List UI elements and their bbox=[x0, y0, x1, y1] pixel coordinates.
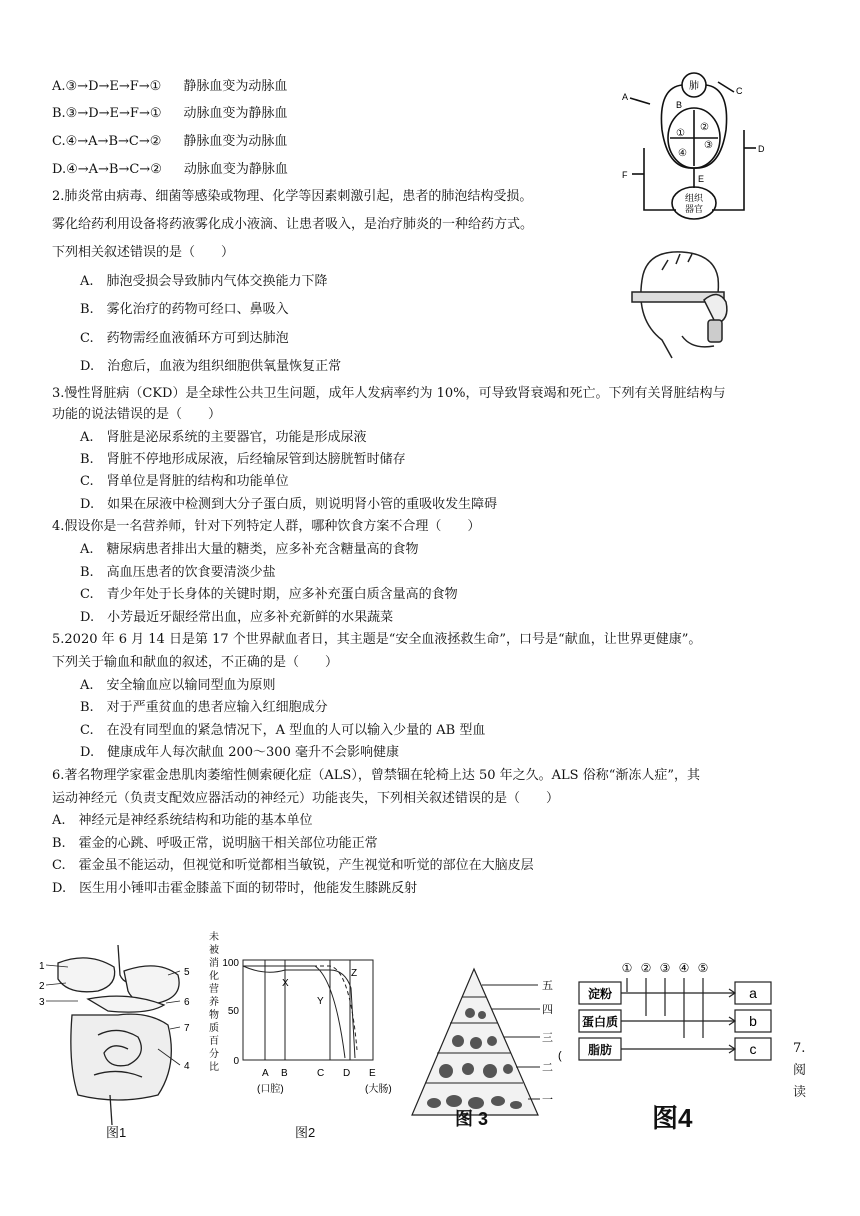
level-1: 一 bbox=[542, 1094, 553, 1106]
q3-option-d: D. 如果在尿液中检测到大分子蛋白质，则说明肾小管的重吸收发生障碍 bbox=[80, 497, 498, 512]
figure-1-caption: 图1 bbox=[106, 1125, 127, 1140]
ytick-0: 0 bbox=[233, 1056, 239, 1067]
q3-stem-1: 3.慢性肾脏病（CKD）是全球性公共卫生问题，成年人发病率约为 10%，可导致肾衰竭和死亡。下列有关肾脏结构与 bbox=[52, 386, 726, 401]
q4-option-c: C. 青少年处于长身体的关键时期，应多补充蛋白质含量高的食物 bbox=[80, 587, 458, 602]
q2-option-d: D. 治愈后，血液为组织细胞供氧量恢复正常 bbox=[80, 359, 342, 374]
q1-option-d: D.④→A→B→C→② 动脉血变为静脉血 bbox=[52, 162, 288, 177]
q5-option-c: C. 在没有同型血的紧急情况下，A 型血的人可以输入少量的 AB 型血 bbox=[80, 723, 486, 738]
y-axis-label-char: 比 bbox=[209, 1062, 219, 1073]
svg-text:E: E bbox=[698, 174, 705, 184]
svg-text:组织: 组织 bbox=[684, 193, 704, 203]
q6-option-d: D. 医生用小锤叩击霍金膝盖下面的韧带时，他能发生膝跳反射 bbox=[52, 881, 418, 896]
nebulizer-illustration bbox=[622, 240, 742, 360]
number-2: ② bbox=[640, 961, 652, 975]
series-x-curve bbox=[243, 966, 358, 1058]
svg-text:④: ④ bbox=[678, 148, 687, 159]
y-axis-label-char: 未 bbox=[209, 932, 219, 943]
y-axis-label bbox=[209, 930, 219, 1073]
q4-option-b: B. 高血压患者的饮食要清淡少盐 bbox=[80, 565, 276, 580]
svg-text:B: B bbox=[676, 100, 683, 110]
ytick-100: 100 bbox=[222, 958, 239, 969]
q2-option-b: B. 雾化治疗的药物可经口、鼻吸入 bbox=[80, 302, 289, 317]
q4-option-a: A. 糖尿病患者排出大量的糖类，应多补充含糖量高的食物 bbox=[80, 542, 419, 557]
y-axis-label-char: 营 bbox=[209, 984, 219, 995]
xtick-d: D bbox=[343, 1068, 351, 1079]
q2-stem-3: 下列相关叙述错误的是（ ） bbox=[52, 245, 235, 260]
figure-3-food-pyramid bbox=[410, 965, 575, 1130]
q2-stem-2: 雾化给药利用设备将药液雾化成小液滴、让患者吸入，是治疗肺炎的一种给药方式。 bbox=[52, 217, 534, 232]
level-3: 三 bbox=[542, 1032, 553, 1044]
output-b: b bbox=[749, 1013, 757, 1029]
q5-stem-2: 下列关于输血和献血的叙述，不正确的是（ ） bbox=[52, 655, 339, 670]
q2-option-a: A. 肺泡受损会导致肺内气体交换能力下降 bbox=[80, 274, 328, 289]
output-c: c bbox=[749, 1041, 757, 1057]
xtick-c: C bbox=[317, 1068, 325, 1079]
svg-text:③: ③ bbox=[704, 140, 713, 151]
xtick-e: E bbox=[369, 1068, 376, 1079]
level-4: 四 bbox=[542, 1004, 553, 1016]
svg-text:4: 4 bbox=[184, 1061, 190, 1072]
circulation-diagram bbox=[618, 70, 768, 220]
q3-option-c: C. 肾单位是肾脏的结构和功能单位 bbox=[80, 474, 289, 489]
bracket-fragment: ( bbox=[558, 1050, 562, 1062]
svg-text:①: ① bbox=[676, 128, 685, 139]
svg-text:7: 7 bbox=[184, 1023, 190, 1034]
series-z-curve bbox=[243, 966, 357, 1050]
svg-text:②: ② bbox=[700, 122, 709, 133]
q3-option-a: A. 肾脏是泌尿系统的主要器官，功能是形成尿液 bbox=[80, 430, 367, 445]
svg-text:器官: 器官 bbox=[684, 204, 704, 214]
svg-text:6: 6 bbox=[184, 997, 190, 1008]
y-axis-label-char: 分 bbox=[209, 1049, 219, 1060]
y-axis-label-char: 化 bbox=[209, 971, 219, 982]
svg-text:F: F bbox=[622, 170, 628, 180]
q2-stem-1: 2.肺炎常由病毒、细菌等感染或物理、化学等因素刺激引起，患者的肺泡结构受损。 bbox=[52, 189, 533, 204]
q3-stem-2: 功能的说法错误的是（ ） bbox=[52, 407, 222, 422]
y-axis-label-char: 质 bbox=[209, 1023, 219, 1034]
xtick-a: A bbox=[262, 1068, 269, 1079]
y-axis-label-char: 百 bbox=[209, 1036, 219, 1047]
svg-text:肺: 肺 bbox=[689, 81, 699, 92]
q5-option-d: D. 健康成年人每次献血 200～300 毫升不会影响健康 bbox=[80, 745, 399, 760]
level-2: 二 bbox=[542, 1062, 553, 1074]
figure-2-digestion-chart bbox=[205, 930, 410, 1130]
q5-option-b: B. 对于严重贫血的患者应输入红细胞成分 bbox=[80, 700, 328, 715]
q7-number: 7. bbox=[793, 1041, 806, 1056]
xnote-large-intestine: (大肠) bbox=[365, 1084, 392, 1095]
q1-option-b: B.③→D→E→F→① 动脉血变为静脉血 bbox=[52, 106, 288, 121]
number-4: ④ bbox=[678, 961, 690, 975]
y-axis-label-char: 消 bbox=[209, 958, 219, 969]
figure-2-caption: 图2 bbox=[295, 1125, 316, 1140]
svg-text:2: 2 bbox=[39, 981, 45, 992]
output-a: a bbox=[749, 985, 757, 1001]
q1-option-c: C.④→A→B→C→② 静脉血变为动脉血 bbox=[52, 134, 288, 149]
number-3: ③ bbox=[659, 961, 671, 975]
figure-4-digestion-flow bbox=[575, 958, 775, 1098]
q1-option-a: A.③→D→E→F→① 静脉血变为动脉血 bbox=[52, 79, 288, 94]
q4-stem: 4.假设你是一名营养师，针对下列特定人群，哪种饮食方案不合理（ ） bbox=[52, 519, 481, 534]
input-starch: 淀粉 bbox=[587, 987, 613, 1001]
svg-text:5: 5 bbox=[184, 967, 190, 978]
y-axis-label-char: 养 bbox=[209, 997, 219, 1008]
input-protein: 蛋白质 bbox=[581, 1015, 619, 1029]
q5-option-a: A. 安全输血应以输同型血为原则 bbox=[80, 678, 276, 693]
figure-3-caption: 图 3 bbox=[455, 1109, 489, 1129]
q2-option-c: C. 药物需经血液循环方可到达肺泡 bbox=[80, 331, 289, 346]
series-z-label: Z bbox=[351, 968, 358, 979]
level-5: 五 bbox=[542, 980, 553, 992]
y-axis-label-char: 物 bbox=[209, 1010, 219, 1021]
q6-stem-1: 6.著名物理学家霍金患肌肉萎缩性侧索硬化症（ALS），曾禁锢在轮椅上达 50 年之久。ALS 俗称“渐冻人症”，其 bbox=[52, 768, 700, 783]
svg-text:C: C bbox=[736, 86, 743, 96]
input-fat: 脂肪 bbox=[587, 1043, 613, 1057]
ytick-50: 50 bbox=[227, 1006, 239, 1017]
number-5: ⑤ bbox=[697, 961, 709, 975]
number-1: ① bbox=[621, 961, 633, 975]
svg-text:1: 1 bbox=[39, 961, 45, 972]
xnote-mouth: (口腔) bbox=[257, 1084, 284, 1095]
q5-stem-1: 5.2020 年 6 月 14 日是第 17 个世界献血者日，其主题是“安全血液拯救生命”，口号是“献血，让世界更健康”。 bbox=[52, 632, 702, 647]
q6-option-c: C. 霍金虽不能运动，但视觉和听觉都相当敏锐，产生视觉和听觉的部位在大脑皮层 bbox=[52, 858, 534, 873]
figure-1-digestive-system bbox=[38, 945, 198, 1130]
q3-option-b: B. 肾脏不停地形成尿液，后经输尿管到达膀胱暂时储存 bbox=[80, 452, 406, 467]
q7-char-2: 读 bbox=[793, 1085, 807, 1100]
series-y-label: Y bbox=[317, 996, 324, 1007]
xtick-b: B bbox=[281, 1068, 288, 1079]
figure-4-caption: 图4 bbox=[652, 1103, 693, 1133]
svg-text:A: A bbox=[622, 92, 629, 102]
svg-text:D: D bbox=[758, 144, 765, 154]
q6-option-b: B. 霍金的心跳、呼吸正常，说明脑干相关部位功能正常 bbox=[52, 836, 378, 851]
q6-option-a: A. 神经元是神经系统结构和功能的基本单位 bbox=[52, 813, 313, 828]
q7-char-1: 阅 bbox=[793, 1063, 807, 1078]
q6-stem-2: 运动神经元（负责支配效应器活动的神经元）功能丧失，下列相关叙述错误的是（ ） bbox=[52, 791, 560, 806]
series-x-label: X bbox=[282, 978, 289, 989]
svg-text:3: 3 bbox=[39, 997, 45, 1008]
y-axis-label-char: 被 bbox=[209, 945, 219, 956]
q4-option-d: D. 小芳最近牙龈经常出血，应多补充新鲜的水果蔬菜 bbox=[80, 610, 394, 625]
